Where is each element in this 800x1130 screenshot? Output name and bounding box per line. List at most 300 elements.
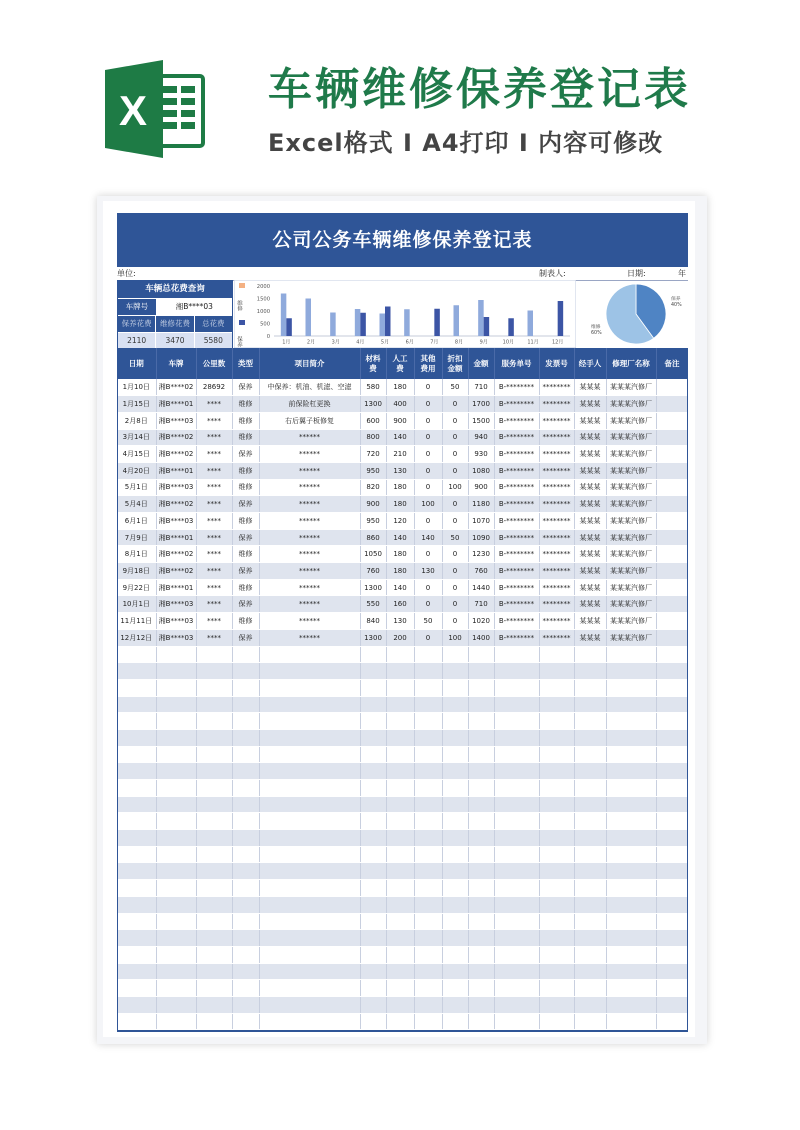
empty-cell[interactable] (360, 729, 386, 746)
table-cell[interactable]: 120 (386, 513, 414, 530)
table-cell[interactable]: 1180 (468, 496, 494, 513)
empty-cell[interactable] (360, 746, 386, 763)
table-cell[interactable]: 保养 (232, 529, 259, 546)
table-cell[interactable]: 0 (442, 546, 468, 563)
table-cell[interactable]: **** (196, 396, 232, 413)
table-cell[interactable]: 某某某 (574, 563, 606, 580)
empty-cell[interactable] (468, 913, 494, 930)
empty-cell[interactable] (468, 996, 494, 1013)
empty-cell[interactable] (386, 729, 414, 746)
empty-cell[interactable] (656, 713, 688, 730)
empty-cell[interactable] (386, 763, 414, 780)
empty-cell[interactable] (606, 696, 656, 713)
empty-cell[interactable] (232, 830, 259, 847)
table-cell[interactable]: **** (196, 563, 232, 580)
table-cell[interactable]: 180 (386, 496, 414, 513)
empty-cell[interactable] (442, 1030, 468, 1032)
empty-cell[interactable] (539, 946, 574, 963)
table-cell[interactable]: 湘B****03 (156, 479, 196, 496)
empty-cell[interactable] (606, 896, 656, 913)
empty-cell[interactable] (606, 996, 656, 1013)
table-cell[interactable]: 1090 (468, 529, 494, 546)
table-cell[interactable]: ******** (539, 396, 574, 413)
table-cell[interactable]: 1400 (468, 629, 494, 646)
table-cell[interactable]: 0 (414, 379, 442, 396)
empty-cell[interactable] (360, 863, 386, 880)
empty-cell[interactable] (656, 780, 688, 797)
empty-cell[interactable] (232, 1030, 259, 1032)
table-cell[interactable]: 100 (414, 496, 442, 513)
empty-cell[interactable] (156, 780, 196, 797)
empty-cell[interactable] (414, 963, 442, 980)
empty-cell[interactable] (468, 696, 494, 713)
table-cell[interactable]: 5月1日 (117, 479, 156, 496)
table-cell[interactable]: 维修 (232, 613, 259, 630)
empty-cell[interactable] (232, 913, 259, 930)
table-cell[interactable]: 4月20日 (117, 462, 156, 479)
empty-cell[interactable] (196, 746, 232, 763)
empty-cell[interactable] (442, 896, 468, 913)
empty-cell[interactable] (259, 663, 360, 680)
table-cell[interactable]: 900 (360, 496, 386, 513)
empty-cell[interactable] (656, 846, 688, 863)
table-cell[interactable]: 湘B****02 (156, 446, 196, 463)
empty-cell[interactable] (259, 813, 360, 830)
empty-cell[interactable] (656, 746, 688, 763)
empty-cell[interactable] (539, 646, 574, 663)
table-cell[interactable]: 12月12日 (117, 629, 156, 646)
table-cell[interactable]: 保养 (232, 563, 259, 580)
empty-cell[interactable] (196, 913, 232, 930)
empty-cell[interactable] (156, 746, 196, 763)
table-cell[interactable]: 某某某汽修厂 (606, 596, 656, 613)
empty-cell[interactable] (539, 713, 574, 730)
empty-cell[interactable] (442, 963, 468, 980)
empty-cell[interactable] (539, 880, 574, 897)
empty-cell[interactable] (232, 813, 259, 830)
table-cell[interactable]: 1230 (468, 546, 494, 563)
table-cell[interactable] (656, 479, 688, 496)
empty-cell[interactable] (196, 996, 232, 1013)
empty-cell[interactable] (494, 946, 539, 963)
empty-cell[interactable] (259, 846, 360, 863)
empty-cell[interactable] (156, 863, 196, 880)
empty-cell[interactable] (574, 830, 606, 847)
empty-cell[interactable] (494, 963, 539, 980)
empty-cell[interactable] (360, 846, 386, 863)
table-cell[interactable]: ******** (539, 613, 574, 630)
empty-cell[interactable] (442, 913, 468, 930)
empty-cell[interactable] (574, 696, 606, 713)
table-cell[interactable] (656, 396, 688, 413)
empty-cell[interactable] (386, 746, 414, 763)
empty-cell[interactable] (386, 1013, 414, 1030)
table-cell[interactable]: 760 (360, 563, 386, 580)
table-cell[interactable]: 210 (386, 446, 414, 463)
table-cell[interactable]: 保养 (232, 446, 259, 463)
table-cell[interactable]: 湘B****02 (156, 379, 196, 396)
empty-cell[interactable] (386, 846, 414, 863)
empty-cell[interactable] (539, 863, 574, 880)
empty-cell[interactable] (117, 913, 156, 930)
table-cell[interactable]: 某某某汽修厂 (606, 613, 656, 630)
empty-cell[interactable] (117, 963, 156, 980)
empty-cell[interactable] (574, 663, 606, 680)
empty-cell[interactable] (259, 896, 360, 913)
empty-cell[interactable] (414, 980, 442, 997)
empty-cell[interactable] (360, 696, 386, 713)
empty-cell[interactable] (360, 896, 386, 913)
table-cell[interactable]: 某某某 (574, 462, 606, 479)
empty-cell[interactable] (606, 913, 656, 930)
table-cell[interactable]: 0 (442, 429, 468, 446)
table-cell[interactable]: 湘B****03 (156, 613, 196, 630)
empty-cell[interactable] (539, 830, 574, 847)
table-cell[interactable]: 1070 (468, 513, 494, 530)
empty-cell[interactable] (414, 863, 442, 880)
table-cell[interactable]: 1月10日 (117, 379, 156, 396)
empty-cell[interactable] (259, 1013, 360, 1030)
empty-cell[interactable] (656, 796, 688, 813)
empty-cell[interactable] (259, 696, 360, 713)
table-cell[interactable]: 10月1日 (117, 596, 156, 613)
table-cell[interactable]: 某某某 (574, 613, 606, 630)
table-cell[interactable]: 湘B****01 (156, 462, 196, 479)
table-cell[interactable]: ****** (259, 596, 360, 613)
empty-cell[interactable] (386, 863, 414, 880)
table-cell[interactable] (656, 429, 688, 446)
empty-cell[interactable] (259, 713, 360, 730)
empty-cell[interactable] (468, 780, 494, 797)
empty-cell[interactable] (494, 646, 539, 663)
table-cell[interactable]: 某某某汽修厂 (606, 446, 656, 463)
table-cell[interactable]: **** (196, 412, 232, 429)
empty-cell[interactable] (196, 679, 232, 696)
empty-cell[interactable] (414, 813, 442, 830)
empty-cell[interactable] (117, 729, 156, 746)
empty-cell[interactable] (606, 780, 656, 797)
empty-cell[interactable] (656, 863, 688, 880)
table-cell[interactable]: **** (196, 513, 232, 530)
empty-cell[interactable] (156, 813, 196, 830)
table-cell[interactable]: 维修 (232, 396, 259, 413)
table-cell[interactable]: 140 (386, 529, 414, 546)
empty-cell[interactable] (442, 813, 468, 830)
table-cell[interactable]: 0 (414, 446, 442, 463)
table-cell[interactable]: 140 (386, 579, 414, 596)
empty-cell[interactable] (360, 1030, 386, 1032)
empty-cell[interactable] (117, 1013, 156, 1030)
table-cell[interactable]: 湘B****03 (156, 513, 196, 530)
empty-cell[interactable] (156, 729, 196, 746)
empty-cell[interactable] (414, 1013, 442, 1030)
table-cell[interactable]: 湘B****03 (156, 629, 196, 646)
empty-cell[interactable] (468, 880, 494, 897)
empty-cell[interactable] (574, 896, 606, 913)
table-cell[interactable]: 维修 (232, 429, 259, 446)
empty-cell[interactable] (360, 780, 386, 797)
empty-cell[interactable] (117, 930, 156, 947)
empty-cell[interactable] (117, 1030, 156, 1032)
empty-cell[interactable] (606, 830, 656, 847)
empty-cell[interactable] (232, 930, 259, 947)
empty-cell[interactable] (606, 796, 656, 813)
empty-cell[interactable] (386, 663, 414, 680)
empty-cell[interactable] (414, 930, 442, 947)
table-cell[interactable]: 某某某汽修厂 (606, 479, 656, 496)
empty-cell[interactable] (232, 946, 259, 963)
empty-cell[interactable] (232, 1013, 259, 1030)
empty-cell[interactable] (442, 796, 468, 813)
table-cell[interactable]: 某某某汽修厂 (606, 429, 656, 446)
empty-cell[interactable] (232, 963, 259, 980)
table-cell[interactable]: ******** (539, 429, 574, 446)
table-cell[interactable]: 800 (360, 429, 386, 446)
table-cell[interactable]: 50 (414, 613, 442, 630)
table-cell[interactable]: 1440 (468, 579, 494, 596)
empty-cell[interactable] (360, 946, 386, 963)
table-cell[interactable]: ****** (259, 613, 360, 630)
empty-cell[interactable] (259, 646, 360, 663)
empty-cell[interactable] (539, 796, 574, 813)
empty-cell[interactable] (494, 846, 539, 863)
empty-cell[interactable] (539, 746, 574, 763)
empty-cell[interactable] (539, 813, 574, 830)
empty-cell[interactable] (414, 763, 442, 780)
empty-cell[interactable] (232, 996, 259, 1013)
empty-cell[interactable] (539, 930, 574, 947)
table-cell[interactable] (656, 596, 688, 613)
table-cell[interactable]: 0 (442, 613, 468, 630)
empty-cell[interactable] (259, 1030, 360, 1032)
empty-cell[interactable] (468, 679, 494, 696)
empty-cell[interactable] (468, 646, 494, 663)
empty-cell[interactable] (442, 746, 468, 763)
empty-cell[interactable] (606, 663, 656, 680)
table-cell[interactable]: 维修 (232, 462, 259, 479)
table-cell[interactable]: 某某某汽修厂 (606, 412, 656, 429)
empty-cell[interactable] (656, 1030, 688, 1032)
empty-cell[interactable] (494, 996, 539, 1013)
empty-cell[interactable] (156, 846, 196, 863)
table-cell[interactable]: 湘B****02 (156, 496, 196, 513)
empty-cell[interactable] (539, 913, 574, 930)
table-cell[interactable]: 湘B****02 (156, 546, 196, 563)
table-cell[interactable]: B-******** (494, 396, 539, 413)
table-cell[interactable]: 760 (468, 563, 494, 580)
empty-cell[interactable] (606, 813, 656, 830)
empty-cell[interactable] (117, 880, 156, 897)
empty-cell[interactable] (656, 830, 688, 847)
table-cell[interactable]: **** (196, 462, 232, 479)
table-cell[interactable]: 130 (414, 563, 442, 580)
table-cell[interactable] (656, 529, 688, 546)
table-cell[interactable]: 7月9日 (117, 529, 156, 546)
table-cell[interactable]: ******** (539, 479, 574, 496)
empty-cell[interactable] (259, 830, 360, 847)
empty-cell[interactable] (386, 830, 414, 847)
empty-cell[interactable] (259, 863, 360, 880)
empty-cell[interactable] (196, 713, 232, 730)
table-cell[interactable]: **** (196, 629, 232, 646)
table-cell[interactable]: B-******** (494, 529, 539, 546)
empty-cell[interactable] (414, 1030, 442, 1032)
empty-cell[interactable] (494, 880, 539, 897)
empty-cell[interactable] (494, 663, 539, 680)
empty-cell[interactable] (442, 646, 468, 663)
table-cell[interactable]: 某某某 (574, 546, 606, 563)
empty-cell[interactable] (468, 846, 494, 863)
empty-cell[interactable] (232, 696, 259, 713)
empty-cell[interactable] (117, 980, 156, 997)
empty-cell[interactable] (259, 946, 360, 963)
empty-cell[interactable] (259, 913, 360, 930)
empty-cell[interactable] (574, 713, 606, 730)
table-cell[interactable]: ****** (259, 546, 360, 563)
empty-cell[interactable] (232, 646, 259, 663)
table-cell[interactable]: 0 (442, 446, 468, 463)
table-cell[interactable]: 湘B****01 (156, 529, 196, 546)
empty-cell[interactable] (386, 996, 414, 1013)
table-cell[interactable]: ******** (539, 546, 574, 563)
empty-cell[interactable] (232, 746, 259, 763)
table-cell[interactable]: 140 (414, 529, 442, 546)
table-cell[interactable]: **** (196, 446, 232, 463)
empty-cell[interactable] (156, 646, 196, 663)
empty-cell[interactable] (656, 880, 688, 897)
table-cell[interactable]: 0 (442, 462, 468, 479)
empty-cell[interactable] (574, 913, 606, 930)
empty-cell[interactable] (156, 796, 196, 813)
empty-cell[interactable] (656, 679, 688, 696)
empty-cell[interactable] (196, 930, 232, 947)
empty-cell[interactable] (468, 713, 494, 730)
empty-cell[interactable] (156, 1013, 196, 1030)
empty-cell[interactable] (539, 679, 574, 696)
empty-cell[interactable] (539, 1030, 574, 1032)
table-cell[interactable]: 0 (414, 462, 442, 479)
table-cell[interactable]: 0 (442, 513, 468, 530)
table-cell[interactable]: 某某某 (574, 496, 606, 513)
empty-cell[interactable] (606, 646, 656, 663)
table-cell[interactable]: B-******** (494, 479, 539, 496)
empty-cell[interactable] (386, 713, 414, 730)
empty-cell[interactable] (539, 696, 574, 713)
empty-cell[interactable] (196, 830, 232, 847)
table-cell[interactable]: B-******** (494, 579, 539, 596)
empty-cell[interactable] (117, 663, 156, 680)
empty-cell[interactable] (232, 846, 259, 863)
table-cell[interactable]: 1300 (360, 396, 386, 413)
table-cell[interactable]: 0 (414, 396, 442, 413)
table-cell[interactable]: 某某某 (574, 479, 606, 496)
table-cell[interactable]: ****** (259, 529, 360, 546)
table-cell[interactable]: 维修 (232, 546, 259, 563)
table-cell[interactable]: **** (196, 596, 232, 613)
empty-cell[interactable] (156, 996, 196, 1013)
empty-cell[interactable] (196, 846, 232, 863)
table-cell[interactable]: **** (196, 479, 232, 496)
table-cell[interactable]: 1500 (468, 412, 494, 429)
table-cell[interactable]: B-******** (494, 429, 539, 446)
empty-cell[interactable] (196, 729, 232, 746)
table-cell[interactable] (656, 629, 688, 646)
table-cell[interactable]: 100 (442, 479, 468, 496)
empty-cell[interactable] (414, 996, 442, 1013)
empty-cell[interactable] (442, 729, 468, 746)
table-cell[interactable]: 湘B****01 (156, 396, 196, 413)
empty-cell[interactable] (156, 946, 196, 963)
empty-cell[interactable] (574, 980, 606, 997)
table-cell[interactable]: 维修 (232, 579, 259, 596)
empty-cell[interactable] (414, 696, 442, 713)
table-cell[interactable]: 某某某汽修厂 (606, 579, 656, 596)
table-cell[interactable]: 180 (386, 379, 414, 396)
empty-cell[interactable] (117, 696, 156, 713)
empty-cell[interactable] (386, 930, 414, 947)
empty-cell[interactable] (468, 729, 494, 746)
empty-cell[interactable] (156, 713, 196, 730)
empty-cell[interactable] (494, 896, 539, 913)
empty-cell[interactable] (656, 980, 688, 997)
table-cell[interactable]: 0 (414, 579, 442, 596)
empty-cell[interactable] (360, 980, 386, 997)
table-cell[interactable]: ****** (259, 563, 360, 580)
empty-cell[interactable] (386, 796, 414, 813)
table-cell[interactable]: ****** (259, 579, 360, 596)
empty-cell[interactable] (386, 913, 414, 930)
table-cell[interactable]: 0 (414, 513, 442, 530)
table-cell[interactable]: 保养 (232, 496, 259, 513)
table-cell[interactable]: 180 (386, 563, 414, 580)
empty-cell[interactable] (606, 1013, 656, 1030)
empty-cell[interactable] (117, 746, 156, 763)
table-cell[interactable]: 11月11日 (117, 613, 156, 630)
empty-cell[interactable] (494, 679, 539, 696)
table-cell[interactable]: 900 (386, 412, 414, 429)
empty-cell[interactable] (656, 763, 688, 780)
table-cell[interactable]: 180 (386, 479, 414, 496)
empty-cell[interactable] (468, 946, 494, 963)
empty-cell[interactable] (442, 1013, 468, 1030)
empty-cell[interactable] (232, 679, 259, 696)
empty-cell[interactable] (196, 646, 232, 663)
empty-cell[interactable] (468, 896, 494, 913)
table-cell[interactable]: 9月18日 (117, 563, 156, 580)
empty-cell[interactable] (360, 813, 386, 830)
empty-cell[interactable] (414, 880, 442, 897)
empty-cell[interactable] (442, 696, 468, 713)
empty-cell[interactable] (156, 1030, 196, 1032)
table-cell[interactable]: 0 (442, 579, 468, 596)
table-cell[interactable]: B-******** (494, 596, 539, 613)
empty-cell[interactable] (468, 830, 494, 847)
empty-cell[interactable] (259, 980, 360, 997)
table-cell[interactable]: 某某某 (574, 629, 606, 646)
empty-cell[interactable] (360, 830, 386, 847)
empty-cell[interactable] (656, 946, 688, 963)
empty-cell[interactable] (494, 930, 539, 947)
empty-cell[interactable] (386, 679, 414, 696)
empty-cell[interactable] (656, 930, 688, 947)
table-cell[interactable]: B-******** (494, 446, 539, 463)
table-cell[interactable]: 1080 (468, 462, 494, 479)
table-cell[interactable]: ******** (539, 579, 574, 596)
table-cell[interactable]: 某某某 (574, 412, 606, 429)
table-cell[interactable]: 某某某 (574, 579, 606, 596)
table-cell[interactable]: 950 (360, 462, 386, 479)
empty-cell[interactable] (117, 946, 156, 963)
